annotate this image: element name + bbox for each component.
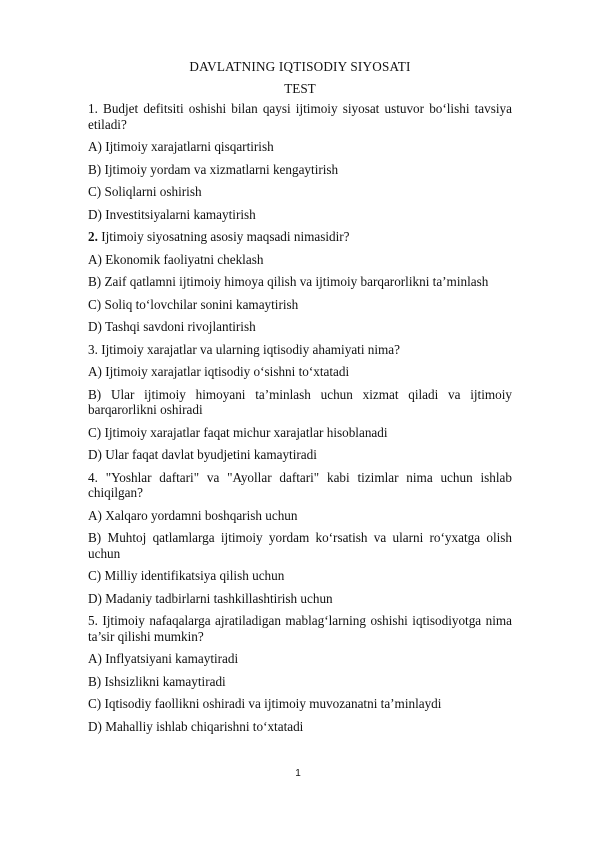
answer-option: A) Ijtimoiy xarajatlar iqtisodiy o‘sishni to‘xtatadi	[88, 364, 350, 379]
question-block	[88, 101, 512, 222]
question-block	[88, 342, 512, 463]
answer-option: C) Iqtisodiy faollikni oshiradi va ijtimoiy muvozanatni ta’minlaydi	[88, 696, 442, 711]
question-block	[88, 470, 512, 607]
document-subtitle: TEST	[284, 80, 316, 96]
question-block	[88, 229, 512, 335]
answer-option: D) Ular faqat davlat byudjetini kamaytiradi	[88, 447, 317, 462]
answer-option: B) Ishsizlikni kamaytiradi	[88, 673, 226, 689]
answer-option: A) Ekonomik faoliyatni cheklash	[88, 251, 264, 267]
answer-option: D) Mahalliy ishlab chiqarishni to‘xtatadi	[88, 718, 304, 734]
answer-option: D) Tashqi savdoni rivojlantirish	[88, 319, 256, 334]
answer-option: A) Xalqaro yordamni boshqarish uchun	[88, 507, 298, 523]
document-page	[88, 59, 512, 741]
page-number: 1	[295, 768, 301, 779]
question-text: 3. Ijtimoiy xarajatlar va ularning iqtisodiy ahamiyati nima?	[88, 341, 401, 357]
answer-option: A) Ijtimoiy xarajatlarni qisqartirish	[88, 139, 274, 154]
answer-option: D) Investitsiyalarni kamaytirish	[88, 206, 256, 222]
answer-option: B) Muhtoj qatlamlarga ijtimoiy yordam ko‘rsatish va ularni ro‘yxatga olish uchun	[88, 530, 512, 561]
answer-option: A) Inflyatsiyani kamaytiradi	[88, 651, 239, 666]
document-title: DAVLATNING IQTISODIY SIYOSATI	[189, 59, 411, 74]
question-text: 5. Ijtimoiy nafaqalarga ajratiladigan mablag‘larning oshishi iqtisodiyotga nima ta’sir qilishi mumkin?	[88, 613, 512, 644]
question-block	[88, 613, 512, 734]
question-text: 4. "Yoshlar daftari" va "Ayollar daftari" kabi tizimlar nima uchun ishlab chiqilgan?	[88, 469, 512, 500]
question-text	[88, 229, 512, 245]
answer-option: B) Zaif qatlamni ijtimoiy himoya qilish va ijtimoiy barqarorlikni ta’minlash	[88, 274, 489, 289]
answer-option: C) Ijtimoiy xarajatlar faqat michur xarajatlar hisoblanadi	[88, 424, 388, 440]
answer-option: C) Soliq to‘lovchilar sonini kamaytirish	[88, 296, 299, 312]
answer-option: B) Ular ijtimoiy himoyani ta’minlash uchun xizmat qiladi va ijtimoiy barqarorlikni oshiradi	[88, 386, 512, 417]
answer-option: C) Soliqlarni oshirish	[88, 184, 202, 199]
answer-option: B) Ijtimoiy yordam va xizmatlarni kengaytirish	[88, 161, 339, 177]
answer-option: C) Milliy identifikatsiya qilish uchun	[88, 568, 285, 583]
answer-option: D) Madaniy tadbirlarni tashkillashtirish uchun	[88, 590, 333, 606]
question-body: Ijtimoiy siyosatning asosiy maqsadi nimasidir?	[97, 229, 350, 244]
question-text: 1. Budjet defitsiti oshishi bilan qaysi ijtimoiy siyosat ustuvor bo‘lishi tavsiya etiladi?	[88, 101, 512, 132]
question-number: 2.	[88, 229, 98, 244]
